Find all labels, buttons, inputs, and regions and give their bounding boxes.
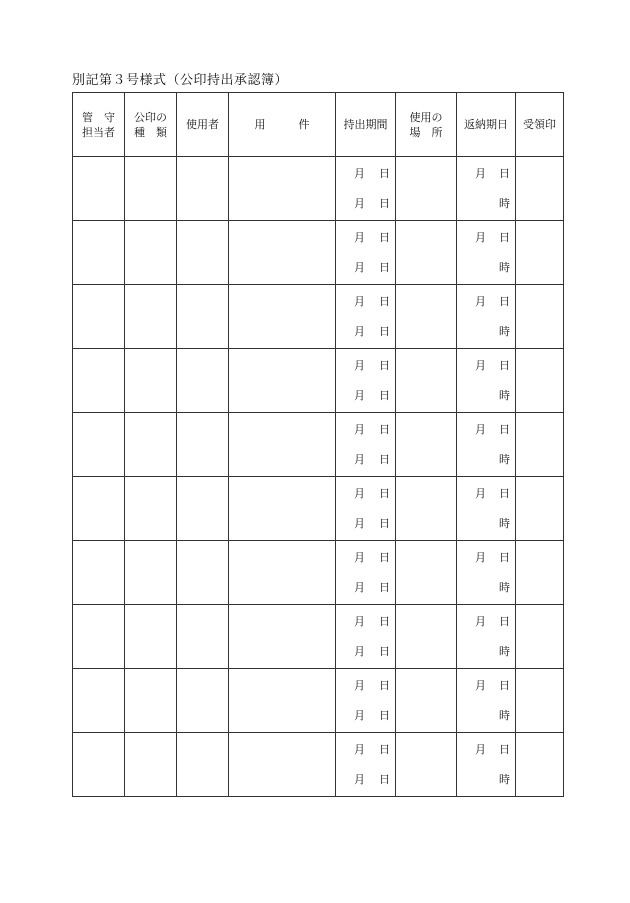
period-end-day: 日 — [379, 261, 390, 274]
period-end-month: 月 — [354, 453, 365, 466]
period-end-month: 月 — [354, 581, 365, 594]
table-row — [73, 733, 564, 797]
period-end-day: 日 — [379, 581, 390, 594]
return-day: 日 — [499, 743, 510, 756]
return-month: 月 — [475, 487, 486, 500]
table-row — [73, 285, 564, 349]
return-time: 時 — [499, 645, 510, 658]
ledger-body — [73, 157, 564, 797]
receipt-seal-cell[interactable] — [516, 541, 564, 605]
return-date-cell[interactable] — [457, 541, 516, 605]
header-purpose-line1: 用 件 — [254, 118, 310, 131]
period-end-month: 月 — [354, 325, 365, 338]
period-start-day: 日 — [379, 423, 390, 436]
return-month: 月 — [475, 231, 486, 244]
table-row — [73, 541, 564, 605]
user-cell[interactable] — [177, 157, 229, 221]
place-cell[interactable] — [396, 221, 457, 285]
period-end-day: 日 — [379, 645, 390, 658]
manager-cell[interactable] — [73, 285, 125, 349]
return-day: 日 — [499, 295, 510, 308]
return-time: 時 — [499, 709, 510, 722]
period-start-month: 月 — [354, 167, 365, 180]
place-cell[interactable] — [396, 605, 457, 669]
period-start-day: 日 — [379, 551, 390, 564]
place-cell[interactable] — [396, 349, 457, 413]
receipt-seal-cell[interactable] — [516, 157, 564, 221]
header-period-line1: 持出期間 — [343, 118, 388, 131]
return-date-cell[interactable] — [457, 221, 516, 285]
period-cell[interactable] — [336, 413, 396, 477]
return-day: 日 — [499, 551, 510, 564]
period-start-month: 月 — [354, 679, 365, 692]
return-date-cell[interactable] — [457, 477, 516, 541]
receipt-seal-cell[interactable] — [516, 669, 564, 733]
period-start-day: 日 — [379, 167, 390, 180]
return-day: 日 — [499, 231, 510, 244]
manager-cell[interactable] — [73, 413, 125, 477]
return-day: 日 — [499, 679, 510, 692]
period-start-day: 日 — [379, 231, 390, 244]
table-row — [73, 221, 564, 285]
user-cell[interactable] — [177, 733, 229, 797]
return-time: 時 — [499, 581, 510, 594]
return-month: 月 — [475, 551, 486, 564]
seal-type-cell[interactable] — [125, 349, 177, 413]
return-time: 時 — [499, 517, 510, 530]
header-return-date — [457, 93, 516, 157]
manager-cell[interactable] — [73, 477, 125, 541]
header-manager-line1: 管 守 — [82, 110, 115, 124]
user-cell[interactable] — [177, 669, 229, 733]
return-date-cell[interactable] — [457, 349, 516, 413]
place-cell[interactable] — [396, 733, 457, 797]
seal-type-cell[interactable] — [125, 669, 177, 733]
table-row — [73, 477, 564, 541]
receipt-seal-cell[interactable] — [516, 477, 564, 541]
period-start-day: 日 — [379, 359, 390, 372]
seal-type-cell[interactable] — [125, 477, 177, 541]
period-cell[interactable] — [336, 285, 396, 349]
period-start-month: 月 — [354, 743, 365, 756]
period-end-month: 月 — [354, 517, 365, 530]
return-month: 月 — [475, 423, 486, 436]
seal-type-cell[interactable] — [125, 285, 177, 349]
purpose-cell[interactable] — [229, 669, 336, 733]
return-month: 月 — [475, 359, 486, 372]
header-seal-type-line2: 種 類 — [134, 125, 167, 139]
period-end-month: 月 — [354, 197, 365, 210]
return-month: 月 — [475, 295, 486, 308]
user-cell[interactable] — [177, 221, 229, 285]
seal-type-cell[interactable] — [125, 413, 177, 477]
user-cell[interactable] — [177, 349, 229, 413]
return-day: 日 — [499, 167, 510, 180]
header-seal-type — [125, 93, 177, 157]
period-start-day: 日 — [379, 487, 390, 500]
period-start-day: 日 — [379, 615, 390, 628]
return-day: 日 — [499, 423, 510, 436]
purpose-cell[interactable] — [229, 477, 336, 541]
place-cell[interactable] — [396, 477, 457, 541]
period-end-day: 日 — [379, 389, 390, 402]
return-date-cell[interactable] — [457, 733, 516, 797]
receipt-seal-cell[interactable] — [516, 221, 564, 285]
return-month: 月 — [475, 615, 486, 628]
return-time: 時 — [499, 389, 510, 402]
period-end-day: 日 — [379, 773, 390, 786]
purpose-cell[interactable] — [229, 541, 336, 605]
header-place-line2: 場 所 — [409, 125, 443, 139]
period-start-day: 日 — [379, 743, 390, 756]
period-cell[interactable] — [336, 157, 396, 221]
place-cell[interactable] — [396, 285, 457, 349]
period-start-month: 月 — [354, 295, 365, 308]
table-row — [73, 157, 564, 221]
place-cell[interactable] — [396, 157, 457, 221]
header-manager-line2: 担当者 — [82, 125, 115, 139]
purpose-cell[interactable] — [229, 157, 336, 221]
seal-type-cell[interactable] — [125, 733, 177, 797]
user-cell[interactable] — [177, 285, 229, 349]
receipt-seal-cell[interactable] — [516, 285, 564, 349]
document-title: 別記第３号様式（公印持出承認簿） — [72, 73, 289, 88]
header-receipt-seal — [516, 93, 564, 157]
period-end-month: 月 — [354, 645, 365, 658]
header-seal-type-line1: 公印の — [134, 110, 167, 124]
period-end-day: 日 — [379, 709, 390, 722]
period-cell[interactable] — [336, 349, 396, 413]
manager-cell[interactable] — [73, 349, 125, 413]
return-day: 日 — [499, 359, 510, 372]
header-purpose — [229, 93, 336, 157]
period-cell[interactable] — [336, 541, 396, 605]
period-start-month: 月 — [354, 487, 365, 500]
purpose-cell[interactable] — [229, 733, 336, 797]
header-receipt-seal-line1: 受領印 — [523, 118, 556, 131]
purpose-cell[interactable] — [229, 413, 336, 477]
place-cell[interactable] — [396, 413, 457, 477]
period-end-month: 月 — [354, 773, 365, 786]
period-start-month: 月 — [354, 231, 365, 244]
table-row — [73, 413, 564, 477]
period-cell[interactable] — [336, 605, 396, 669]
user-cell[interactable] — [177, 477, 229, 541]
manager-cell[interactable] — [73, 733, 125, 797]
period-cell[interactable] — [336, 733, 396, 797]
period-start-month: 月 — [354, 359, 365, 372]
header-user — [177, 93, 229, 157]
return-date-cell[interactable] — [457, 157, 516, 221]
table-row — [73, 349, 564, 413]
period-cell[interactable] — [336, 221, 396, 285]
period-start-day: 日 — [379, 295, 390, 308]
period-end-day: 日 — [379, 517, 390, 530]
place-cell[interactable] — [396, 669, 457, 733]
table-row — [73, 669, 564, 733]
return-month: 月 — [475, 679, 486, 692]
user-cell[interactable] — [177, 413, 229, 477]
header-row — [73, 93, 564, 157]
period-cell[interactable] — [336, 669, 396, 733]
manager-cell[interactable] — [73, 669, 125, 733]
return-time: 時 — [499, 773, 510, 786]
purpose-cell[interactable] — [229, 349, 336, 413]
user-cell[interactable] — [177, 541, 229, 605]
period-start-month: 月 — [354, 423, 365, 436]
manager-cell[interactable] — [73, 541, 125, 605]
header-user-line1: 使用者 — [186, 118, 219, 131]
return-time: 時 — [499, 325, 510, 338]
return-month: 月 — [475, 167, 486, 180]
header-manager — [73, 93, 125, 157]
return-month: 月 — [475, 743, 486, 756]
seal-type-cell[interactable] — [125, 221, 177, 285]
period-end-day: 日 — [379, 197, 390, 210]
manager-cell[interactable] — [73, 157, 125, 221]
purpose-cell[interactable] — [229, 605, 336, 669]
return-time: 時 — [499, 197, 510, 210]
header-period — [336, 93, 396, 157]
seal-type-cell[interactable] — [125, 605, 177, 669]
period-cell[interactable] — [336, 477, 396, 541]
return-date-cell[interactable] — [457, 605, 516, 669]
header-place-line1: 使用の — [409, 110, 443, 124]
period-start-month: 月 — [354, 551, 365, 564]
return-day: 日 — [499, 487, 510, 500]
seal-checkout-ledger-table — [72, 92, 564, 797]
seal-type-cell[interactable] — [125, 157, 177, 221]
seal-type-cell[interactable] — [125, 541, 177, 605]
return-day: 日 — [499, 615, 510, 628]
return-time: 時 — [499, 453, 510, 466]
period-end-month: 月 — [354, 389, 365, 402]
return-date-cell[interactable] — [457, 669, 516, 733]
table-row — [73, 605, 564, 669]
receipt-seal-cell[interactable] — [516, 733, 564, 797]
header-place — [396, 93, 457, 157]
receipt-seal-cell[interactable] — [516, 349, 564, 413]
receipt-seal-cell[interactable] — [516, 605, 564, 669]
period-start-month: 月 — [354, 615, 365, 628]
period-end-month: 月 — [354, 709, 365, 722]
purpose-cell[interactable] — [229, 221, 336, 285]
purpose-cell[interactable] — [229, 285, 336, 349]
manager-cell[interactable] — [73, 221, 125, 285]
period-end-day: 日 — [379, 325, 390, 338]
return-date-cell[interactable] — [457, 285, 516, 349]
place-cell[interactable] — [396, 541, 457, 605]
period-end-day: 日 — [379, 453, 390, 466]
manager-cell[interactable] — [73, 605, 125, 669]
user-cell[interactable] — [177, 605, 229, 669]
period-end-month: 月 — [354, 261, 365, 274]
return-time: 時 — [499, 261, 510, 274]
period-start-day: 日 — [379, 679, 390, 692]
header-return-date-line1: 返納期日 — [464, 118, 508, 131]
return-date-cell[interactable] — [457, 413, 516, 477]
receipt-seal-cell[interactable] — [516, 413, 564, 477]
